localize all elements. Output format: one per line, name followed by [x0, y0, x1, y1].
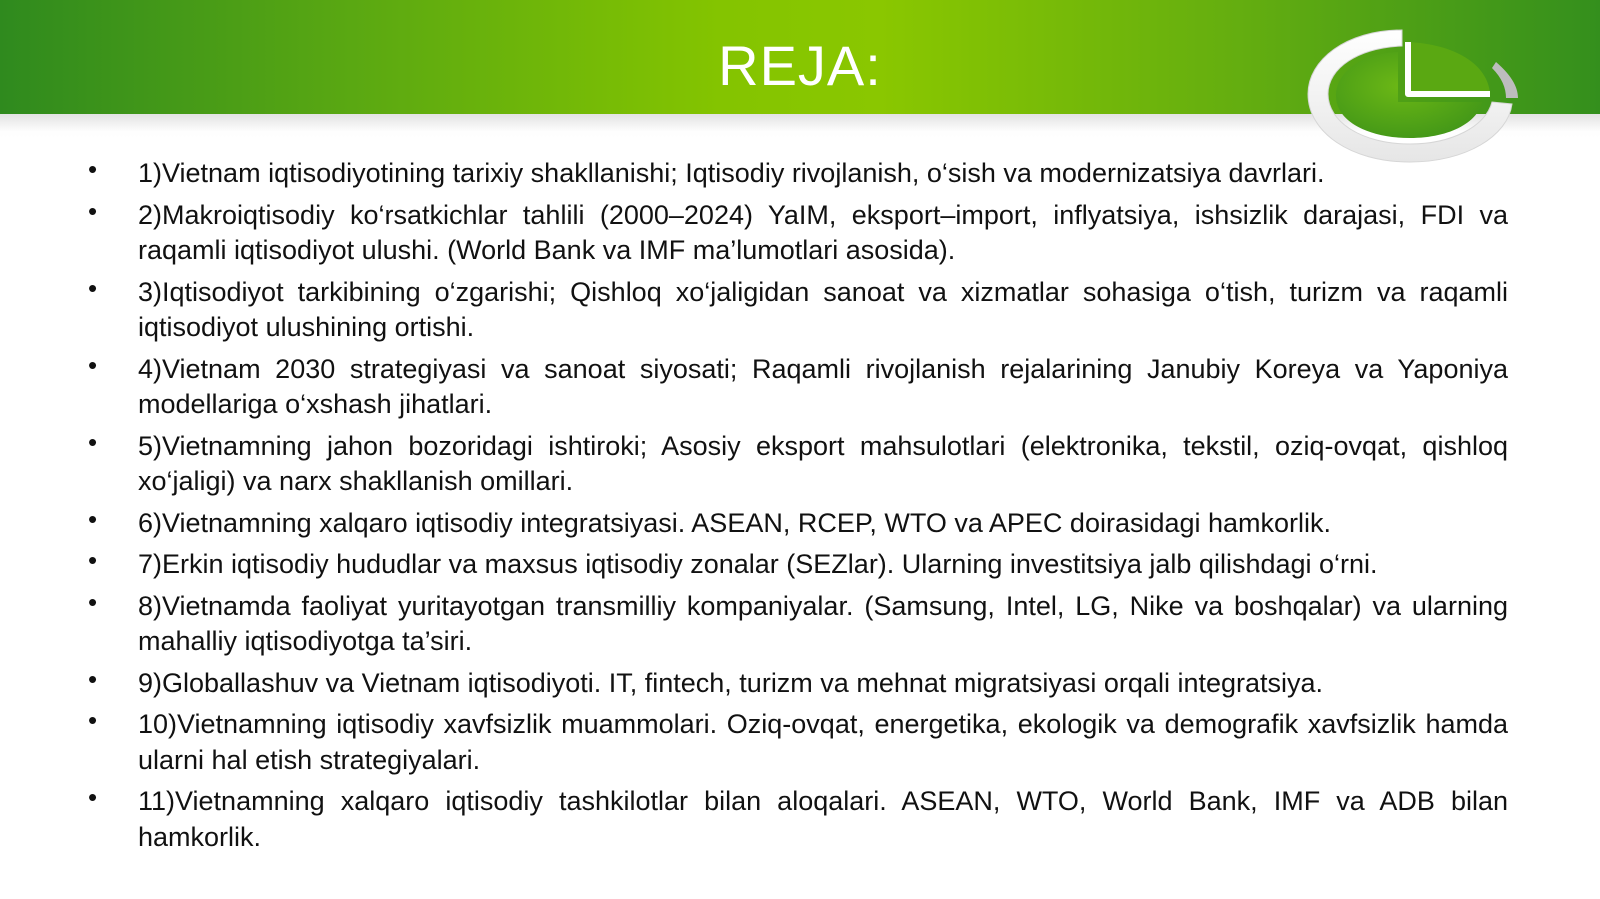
- list-item-text: 8)Vietnamda faoliyat yuritayotgan transmilliy kompaniyalar. (Samsung, Intel, LG, Nike va boshqalar) va ularning mahalliy iqtisodiyotga ta’siri.: [138, 590, 1508, 656]
- agenda-list-container: [88, 156, 1508, 861]
- bullet-icon: •: [88, 705, 98, 735]
- bullet-icon: •: [88, 195, 98, 226]
- list-item-text: 1)Vietnam iqtisodiyotining tarixiy shakllanishi; Iqtisodiy rivojlanish, o‘sish va modernizatsiya davrlari.: [138, 158, 1325, 188]
- bullet-icon: •: [88, 349, 98, 380]
- agenda-list: [88, 156, 1508, 855]
- slide-title: REJA:: [718, 34, 882, 97]
- bullet-icon: •: [88, 663, 98, 694]
- bullet-icon: •: [88, 503, 98, 534]
- bullet-icon: •: [88, 272, 98, 303]
- list-item-text: 6)Vietnamning xalqaro iqtisodiy integratsiyasi. ASEAN, RCEP, WTO va APEC doirasidagi hamkorlik.: [138, 507, 1332, 538]
- list-item-text: 4)Vietnam 2030 strategiyasi va sanoat siyosati; Raqamli rivojlanish rejalarining Janubiy Koreya va Yaponiya modellariga o‘xshash jihatlari.: [138, 353, 1508, 419]
- bullet-icon: •: [88, 154, 98, 184]
- list-item: [88, 586, 1508, 660]
- list-item: [88, 195, 1508, 269]
- list-item-text: 9)Globallashuv va Vietnam iqtisodiyoti. IT, fintech, turizm va mehnat migratsiyasi orqali integratsiya.: [138, 667, 1324, 698]
- pie-chart-logo-icon: [1306, 22, 1526, 172]
- bullet-icon: •: [88, 782, 98, 812]
- list-item-text: 10)Vietnamning iqtisodiy xavfsizlik muammolari. Oziq-ovqat, energetika, ekologik va demografik xavfsizlik hamda ularni hal etish strategiyalari.: [138, 709, 1508, 775]
- list-item-text: 2)Makroiqtisodiy ko‘rsatkichlar tahlili (2000–2024) YaIM, eksport–import, inflyatsiya, ishsizlik darajasi, FDI va raqamli iqtisodiyot ulushi. (World Bank va IMF ma’lumotlari asosida).: [138, 199, 1508, 265]
- list-item: [88, 784, 1508, 855]
- list-item-text: 7)Erkin iqtisodiy hududlar va maxsus iqtisodiy zonalar (SEZlar). Ularning investitsiya jalb qilishdagi o‘rni.: [138, 549, 1378, 579]
- list-item: [88, 156, 1508, 192]
- list-item: [88, 707, 1508, 778]
- list-item-text: 5)Vietnamning jahon bozoridagi ishtiroki; Asosiy eksport mahsulotlari (elektronika, tekstil, oziq-ovqat, qishloq xo‘jaligi) va narx shakllanish omillari.: [138, 430, 1508, 496]
- bullet-icon: •: [88, 545, 98, 575]
- list-item: [88, 426, 1508, 500]
- list-item: [88, 272, 1508, 346]
- list-item-text: 3)Iqtisodiyot tarkibining o‘zgarishi; Qishloq xo‘jaligidan sanoat va xizmatlar sohasiga o‘tish, turizm va raqamli iqtisodiyot ulushining ortishi.: [138, 276, 1508, 342]
- list-item-text: 11)Vietnamning xalqaro iqtisodiy tashkilotlar bilan aloqalari. ASEAN, WTO, World Bank, IMF va ADB bilan hamkorlik.: [138, 786, 1508, 852]
- list-item: [88, 349, 1508, 423]
- list-item: [88, 503, 1508, 542]
- list-item: [88, 663, 1508, 702]
- list-item: [88, 547, 1508, 583]
- bullet-icon: •: [88, 426, 98, 457]
- bullet-icon: •: [88, 586, 98, 617]
